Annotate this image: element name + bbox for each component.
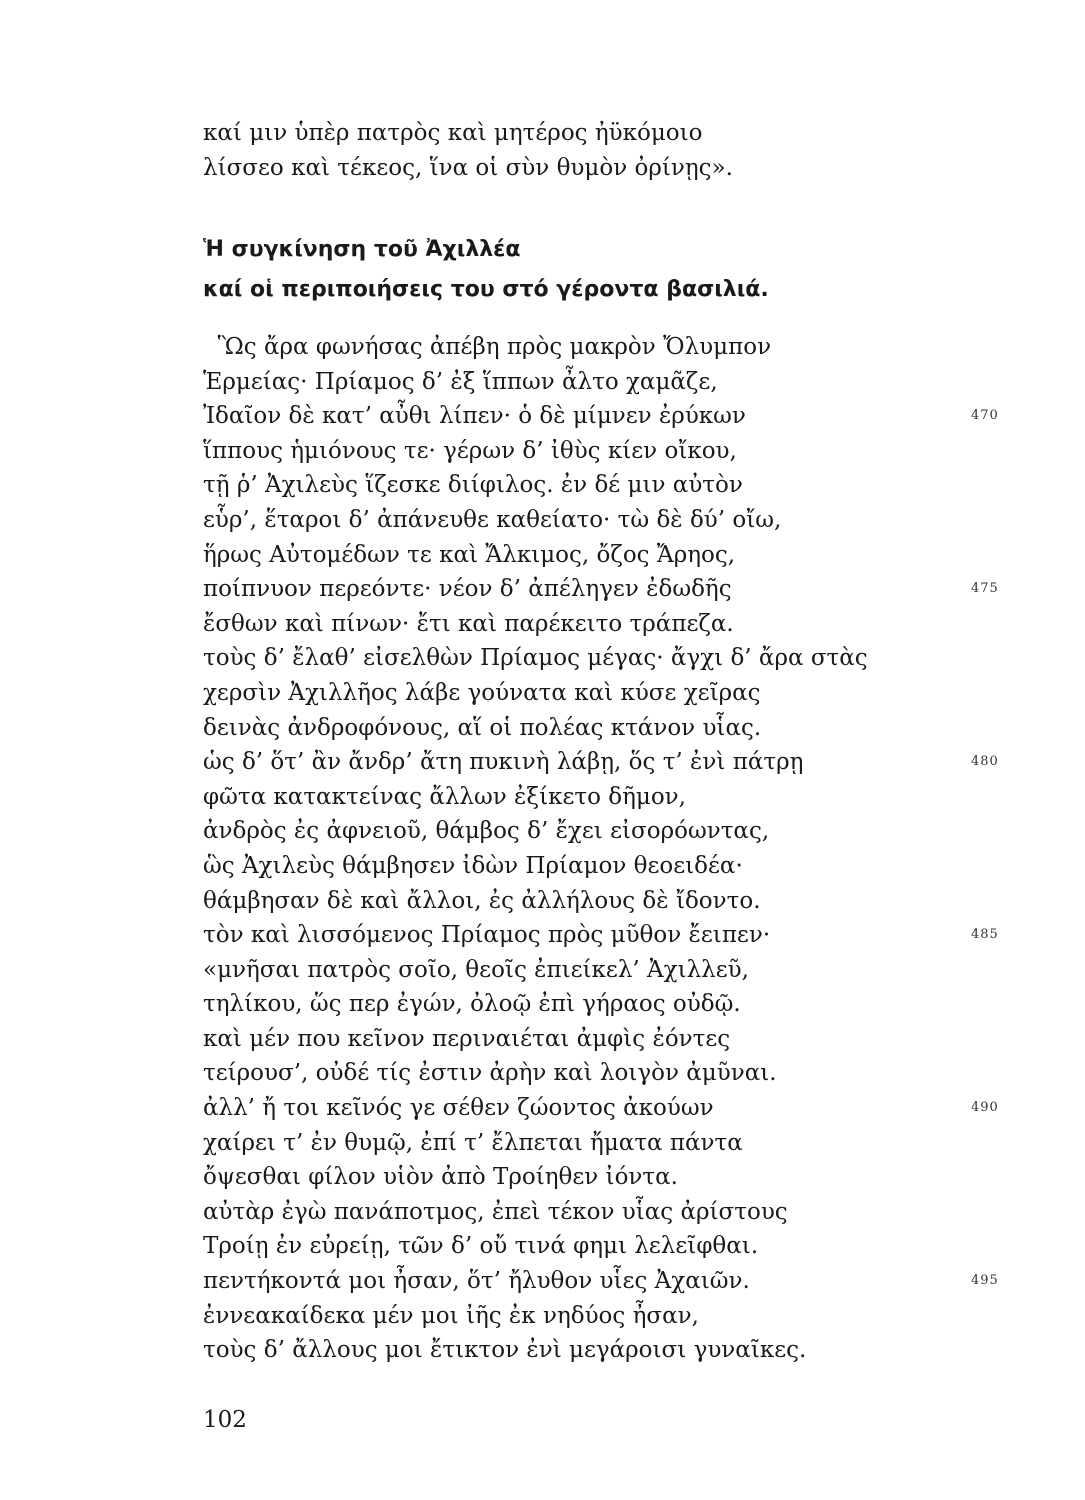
verse-line (203, 849, 868, 884)
heading-line: Ἡ συγκίνηση τοῦ Ἀχιλλέα (203, 237, 521, 262)
verse-text: Ἑρμείας· Πρίαμος δ’ ἐξ ἵππων ἆλτο χαμᾶζε, (203, 368, 718, 395)
verse-line (203, 1022, 868, 1057)
verse-text: ἐννεακαίδεκα μέν μοι ἰῆς ἐκ νηδύος ἦσαν, (203, 1302, 699, 1329)
verse-text: τὸν καὶ λισσόμενος Πρίαμος πρὸς μῦθον ἔειπεν· (203, 922, 771, 949)
verse-text: «μνῆσαι πατρὸς σοῖο, θεοῖς ἐπιείκελ’ Ἀχιλλεῦ, (203, 956, 749, 983)
verse-line (203, 676, 868, 711)
verse-text: αὐτὰρ ἐγὼ πανάποτμος, ἐπεὶ τέκον υἷας ἀρίστους (203, 1198, 788, 1225)
verse-line (203, 607, 868, 642)
verse-text: θάμβησαν δὲ καὶ ἄλλοι, ἐς ἀλλήλους δὲ ἴδοντο. (203, 887, 761, 914)
verse-text: ἀλλ’ ἤ τοι κεῖνός γε σέθεν ζώοντος ἀκούων (203, 1095, 714, 1122)
verse-text: τοὺς δ’ ἄλλους μοι ἔτικτον ἐνὶ μεγάροισι γυναῖκες. (203, 1337, 807, 1364)
verse-line (203, 1299, 868, 1334)
section-heading (203, 230, 769, 310)
verse-line (203, 330, 868, 365)
verse-line (203, 1126, 868, 1161)
verse-line (203, 918, 999, 953)
verse-line: λίσσεο καὶ τέκεος, ἵνα οἱ σὺν θυμὸν ὀρίνῃς». (203, 154, 733, 181)
verse-line (203, 1056, 868, 1091)
verse-text: εὗρ’, ἕταροι δ’ ἀπάνευθε καθείατο· τὼ δὲ δύ’ οἴω, (203, 506, 782, 533)
line-number: 475 (971, 581, 999, 597)
page-number: 102 (203, 1407, 247, 1433)
verse-text: τηλίκου, ὥς περ ἐγών, ὀλοῷ ἐπὶ γήραος οὐδῷ. (203, 991, 741, 1018)
verse-text: ἔσθων καὶ πίνων· ἔτι καὶ παρέκειτο τράπεζα. (203, 610, 734, 637)
intro-verses (203, 116, 733, 185)
verse-line (203, 1333, 868, 1368)
verse-line (203, 1195, 868, 1230)
verse-line (203, 953, 868, 988)
verse-line (203, 1160, 868, 1195)
verse-line (203, 814, 868, 849)
verse-line (203, 884, 868, 919)
verse-line: καί μιν ὑπὲρ πατρὸς καὶ μητέρος ἠϋκόμοιο (203, 120, 703, 146)
verse-text: Τροίῃ ἐν εὐρείῃ, τῶν δ’ οὔ τινά φημι λελεῖφθαι. (203, 1233, 759, 1260)
verse-line (203, 641, 868, 676)
line-number: 490 (971, 1100, 999, 1116)
verse-text: Ἰδαῖον δὲ κατ’ αὖθι λίπεν· ὁ δὲ μίμνεν ἐρύκων (203, 403, 746, 430)
verse-block (203, 330, 999, 1368)
verse-text: ἥρως Αὐτομέδων τε καὶ Ἄλκιμος, ὄζος Ἄρηος, (203, 541, 736, 568)
verse-line (203, 365, 868, 400)
verse-text: δεινὰς ἀνδροφόνους, αἵ οἱ πολέας κτάνον υἷας. (203, 714, 762, 741)
verse-line (203, 1091, 999, 1126)
verse-line (203, 1264, 999, 1299)
line-number: 470 (971, 408, 999, 424)
verse-line (203, 572, 999, 607)
verse-text: τοὺς δ’ ἔλαθ’ εἰσελθὼν Πρίαμος μέγας· ἄγχι δ’ ἄρα στὰς (203, 645, 868, 672)
verse-text: τῇ ῥ’ Ἀχιλεὺς ἵζεσκε διίφιλος. ἐν δέ μιν αὐτὸν (203, 472, 743, 499)
verse-line (203, 745, 999, 780)
verse-line (203, 503, 868, 538)
verse-text: χερσὶν Ἀχιλλῆος λάβε γούνατα καὶ κύσε χεῖρας (203, 679, 761, 706)
verse-line (203, 399, 999, 434)
verse-text: ὡς δ’ ὅτ’ ἂν ἄνδρ’ ἄτη πυκινὴ λάβῃ, ὅς τ’ ἐνὶ πάτρῃ (203, 749, 804, 776)
verse-text: πεντήκοντά μοι ἦσαν, ὅτ’ ἤλυθον υἷες Ἀχαιῶν. (203, 1268, 750, 1295)
verse-text: καὶ μέν που κεῖνον περιναιέται ἀμφὶς ἐόντες (203, 1025, 731, 1052)
line-number: 495 (971, 1273, 999, 1289)
heading-line: καί οἱ περιποιήσεις του στό γέροντα βασιλιά. (203, 277, 769, 302)
verse-text: ὄψεσθαι φίλον υἱὸν ἀπὸ Τροίηθεν ἰόντα. (203, 1164, 678, 1191)
verse-line (203, 711, 868, 746)
verse-text: ὣς Ἀχιλεὺς θάμβησεν ἰδὼν Πρίαμον θεοειδέα· (203, 852, 743, 879)
verse-text: Ὣς ἄρα φωνήσας ἀπέβη πρὸς μακρὸν Ὄλυμπον (203, 334, 772, 360)
verse-text: χαίρει τ’ ἐν θυμῷ, ἐπί τ’ ἔλπεται ἤματα πάντα (203, 1129, 743, 1156)
verse-text: ἵππους ἡμιόνους τε· γέρων δ’ ἰθὺς κίεν οἴκου, (203, 437, 737, 464)
verse-line (203, 1229, 868, 1264)
verse-text: φῶτα κατακτείνας ἄλλων ἐξίκετο δῆμον, (203, 783, 686, 810)
verse-line (203, 434, 868, 469)
verse-line (203, 987, 868, 1022)
verse-text: ποίπνυον περεόντε· νέον δ’ ἀπέληγεν ἐδωδῆς (203, 576, 732, 603)
verse-text: ἀνδρὸς ἐς ἀφνειοῦ, θάμβος δ’ ἔχει εἰσορόωντας, (203, 818, 770, 845)
verse-line (203, 780, 868, 815)
verse-text: τείρουσ’, οὐδέ τίς ἐστιν ἀρὴν καὶ λοιγὸν ἀμῦναι. (203, 1060, 777, 1087)
verse-line (203, 468, 868, 503)
verse-line (203, 538, 868, 573)
line-number: 485 (971, 927, 999, 943)
line-number: 480 (971, 754, 999, 770)
